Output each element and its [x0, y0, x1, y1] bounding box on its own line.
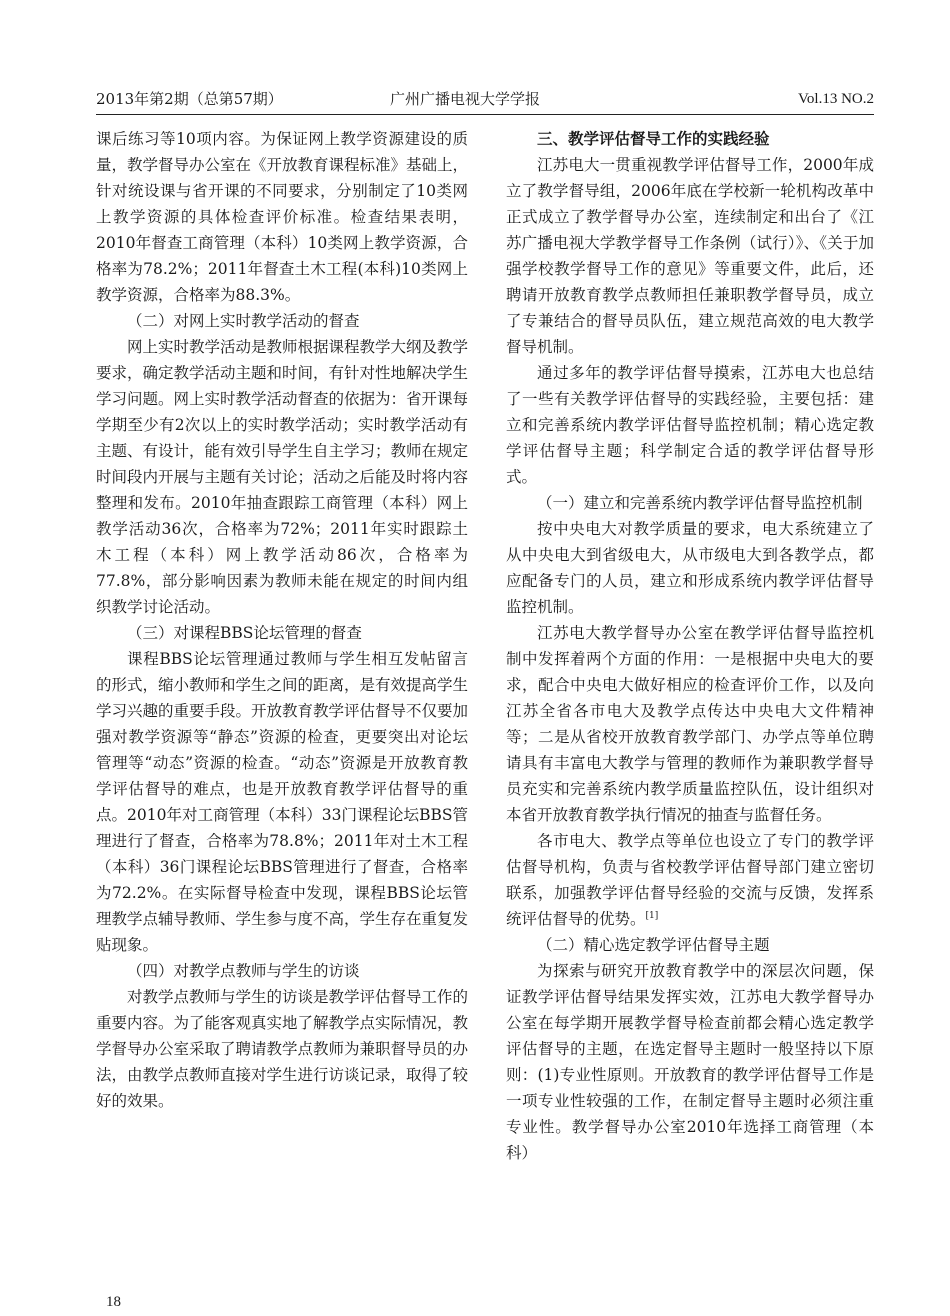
right-column: [506, 126, 874, 1166]
subheading: （一）建立和完善系统内教学评估督导监控机制: [537, 494, 863, 512]
paragraph: 对教学点教师与学生的访谈是教学评估督导工作的重要内容。为了能客观真实地了解教学点实际情况，教学督导办公室采取了聘请教学点教师为兼职督导员的办法，由教学点教师直接对学生进行访谈记录，取得了较好的效果。: [96, 988, 469, 1110]
paragraph: 江苏电大一贯重视教学评估督导工作，2000年成立了教学督导组，2006年底在学校新一轮机构改革中正式成立了教学督导办公室，连续制定和出台了《江苏广播电视大学教学督导工作条例（试行）》、《关于加强学校教学督导工作的意见》等重要文件，此后，还聘请开放教育教学点教师担任兼职教学督导员，成立了专兼结合的督导员队伍，建立规范高效的电大教学督导机制。: [506, 156, 874, 356]
paragraph: 课后练习等10项内容。为保证网上教学资源建设的质量，教学督导办公室在《开放教育课程标准》基础上，针对统设课与省开课的不同要求，分别制定了10类网上教学资源的具体检查评价标准。检查结果表明，2010年督查工商管理（本科）10类网上教学资源，合格率为78.2%；2011年督查土木工程(本科)10类网上教学资源，合格率为88.3%。: [96, 130, 469, 304]
header-rule: [96, 114, 874, 115]
paragraph-text: 各市电大、教学点等单位也设立了专门的教学评估督导机构，负责与省校教学评估督导部门建立密切联系，加强教学评估督导经验的交流与反馈，发挥系统评估督导的优势。: [506, 832, 874, 928]
paragraph: 课程BBS论坛管理通过教师与学生相互发帖留言的形式，缩小教师和学生之间的距离，是有效提高学生学习兴趣的重要手段。开放教育教学评估督导不仅要加强对教学资源等“静态”资源的检查，更要突出对论坛管理等“动态”资源的检查。“动态”资源是开放教育教学评估督导的难点，也是开放教育教学评估督导的重点。2010年对工商管理（本科）33门课程论坛BBS管理进行了督查，合格率为78.8%；2011年对土木工程（本科）36门课程论坛BBS管理进行了督查，合格率为72.2%。在实际督导检查中发现，课程BBS论坛管理教学点辅导教师、学生参与度不高，学生存在重复发贴现象。: [96, 650, 469, 954]
paragraph-with-citation: [506, 828, 874, 932]
subheading: （二）精心选定教学评估督导主题: [537, 936, 770, 954]
subheading: （四）对教学点教师与学生的访谈: [127, 962, 360, 980]
issue-info: 2013年第2期（总第57期）: [96, 90, 283, 108]
subheading: （二）对网上实时教学活动的督查: [127, 312, 360, 330]
journal-title: 广州广播电视大学学报: [390, 90, 541, 108]
subheading: （三）对课程BBS论坛管理的督查: [127, 624, 362, 642]
left-column: [96, 126, 468, 1114]
paragraph: 为探索与研究开放教育教学中的深层次问题，保证教学评估督导结果发挥实效，江苏电大教学督导办公室在每学期开展教学督导检查前都会精心选定教学评估督导的主题，在选定督导主题时一般坚持以下原则：(1)专业性原则。开放教育的教学评估督导工作是一项专业性较强的工作，在制定督导主题时必须注重专业性。教学督导办公室2010年选择工商管理（本科）: [506, 962, 874, 1162]
section-title: 三、教学评估督导工作的实践经验: [537, 130, 770, 148]
volume-info: Vol.13 NO.2: [798, 91, 874, 107]
paragraph: 江苏电大教学督导办公室在教学评估督导监控机制中发挥着两个方面的作用：一是根据中央电大的要求，配合中央电大做好相应的检查评价工作，以及向江苏全省各市电大及教学点传达中央电大文件精神等；二是从省校开放教育教学部门、办学点等单位聘请具有丰富电大教学与管理的教师作为兼职教学督导员充实和完善系统内教学质量监控队伍，设计组织对本省开放教育教学执行情况的抽查与监督任务。: [506, 624, 874, 824]
paragraph: 按中央电大对教学质量的要求，电大系统建立了从中央电大到省级电大，从市级电大到各教学点，都应配备专门的人员，建立和形成系统内教学评估督导监控机制。: [506, 520, 874, 616]
citation-ref[interactable]: [1]: [645, 910, 659, 921]
paragraph: 网上实时教学活动是教师根据课程教学大纲及教学要求，确定教学活动主题和时间，有针对性地解决学生学习问题。网上实时教学活动督查的依据为：省开课每学期至少有2次以上的实时教学活动；实时教学活动有主题、有设计，能有效引导学生自主学习；教师在规定时间段内开展与主题有关讨论；活动之后能及时将内容整理和发布。2010年抽查跟踪工商管理（本科）网上教学活动36次，合格率为72%；2011年实时跟踪土木工程（本科）网上教学活动86次，合格率为77.8%，部分影响因素为教师未能在规定的时间内组织教学讨论活动。: [96, 338, 469, 616]
paragraph: 通过多年的教学评估督导摸索，江苏电大也总结了一些有关教学评估督导的实践经验，主要包括：建立和完善系统内教学评估督导监控机制；精心选定教学评估督导主题；科学制定合适的教学评估督导形式。: [506, 364, 874, 486]
running-header: [96, 86, 874, 112]
page-number: 18: [106, 1294, 121, 1310]
